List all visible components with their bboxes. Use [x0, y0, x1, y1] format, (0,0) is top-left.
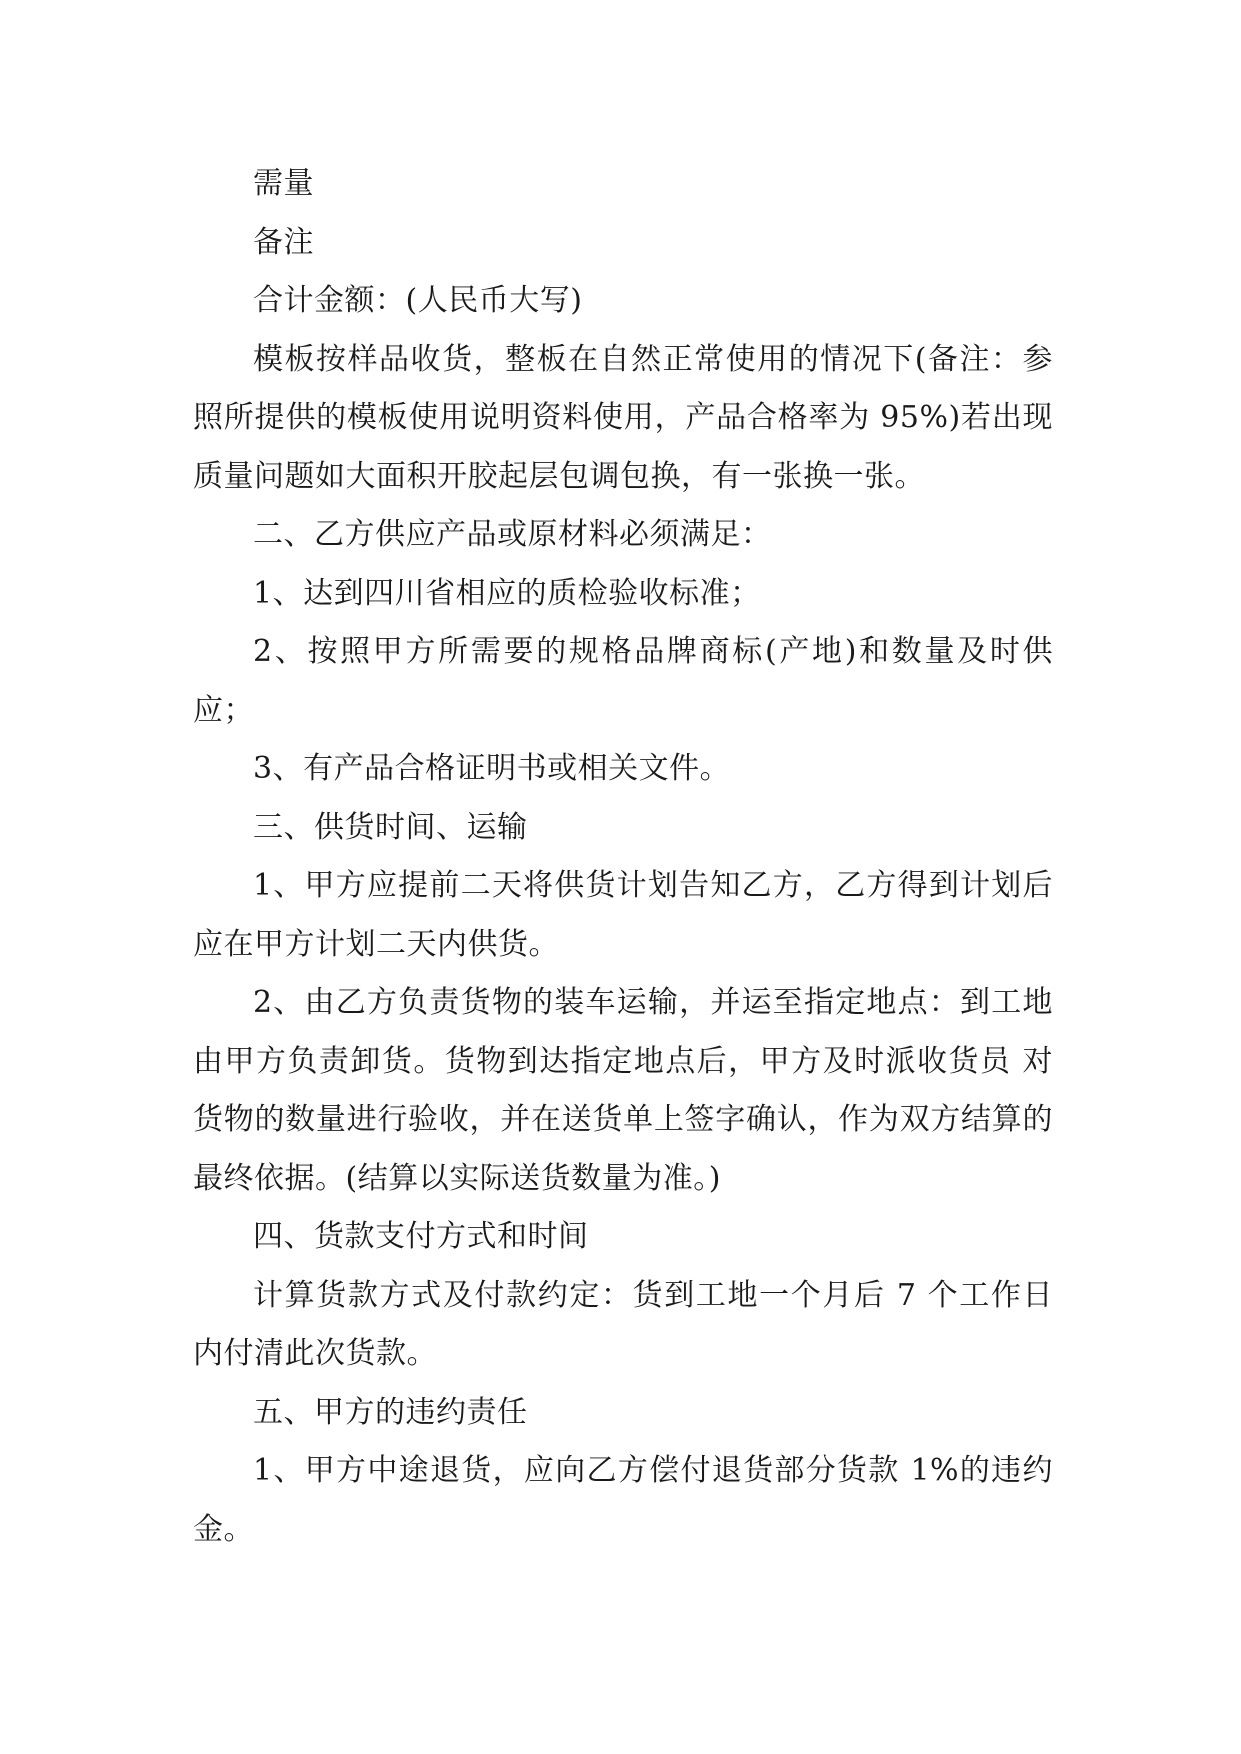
paragraph-4-1: 计算货款方式及付款约定：货到工地一个月后 7 个工作日内付清此次货款。: [193, 1277, 1053, 1371]
section-heading-3: 三、供货时间、运输: [253, 809, 528, 845]
paragraph-total-amount: 合计金额：(人民币大写): [253, 283, 583, 318]
section-heading-2: 二、乙方供应产品或原材料必须满足：: [253, 517, 772, 552]
paragraph-2-2: 2、按照甲方所需要的规格品牌商标(产地)和数量及时供应；: [193, 634, 1053, 728]
paragraph-5-1: 1、甲方中途退货，应向乙方偿付退货部分货款 1%的违约金。: [193, 1453, 1053, 1547]
paragraph-acceptance: 模板按样品收货，整板在自然正常使用的情况下(备注：参照所提供的模板使用说明资料使用，产品合格率为 95%)若出现质量问题如大面积开胶起层包调包换，有一张换一张。: [193, 341, 1053, 494]
paragraph-demand: 需量: [253, 166, 314, 201]
paragraph-2-1: 1、达到四川省相应的质检验收标准；: [253, 575, 761, 611]
section-heading-5: 五、甲方的违约责任: [253, 1394, 528, 1430]
paragraph-3-2: 2、由乙方负责货物的装车运输，并运至指定地点：到工地由甲方负责卸货。货物到达指定地点后，甲方及时派收货员 对货物的数量进行验收，并在送货单上签字确认，作为双方结算的最终依据。(结算以实际送货数量为准。): [193, 985, 1053, 1196]
document-body: [193, 155, 1053, 1559]
paragraph-remark: 备注: [253, 224, 314, 260]
paragraph-3-1: 1、甲方应提前二天将供货计划告知乙方，乙方得到计划后应在甲方计划二天内供货。: [193, 868, 1053, 962]
paragraph-2-3: 3、有产品合格证明书或相关文件。: [253, 751, 731, 786]
section-heading-4: 四、货款支付方式和时间: [253, 1219, 589, 1254]
